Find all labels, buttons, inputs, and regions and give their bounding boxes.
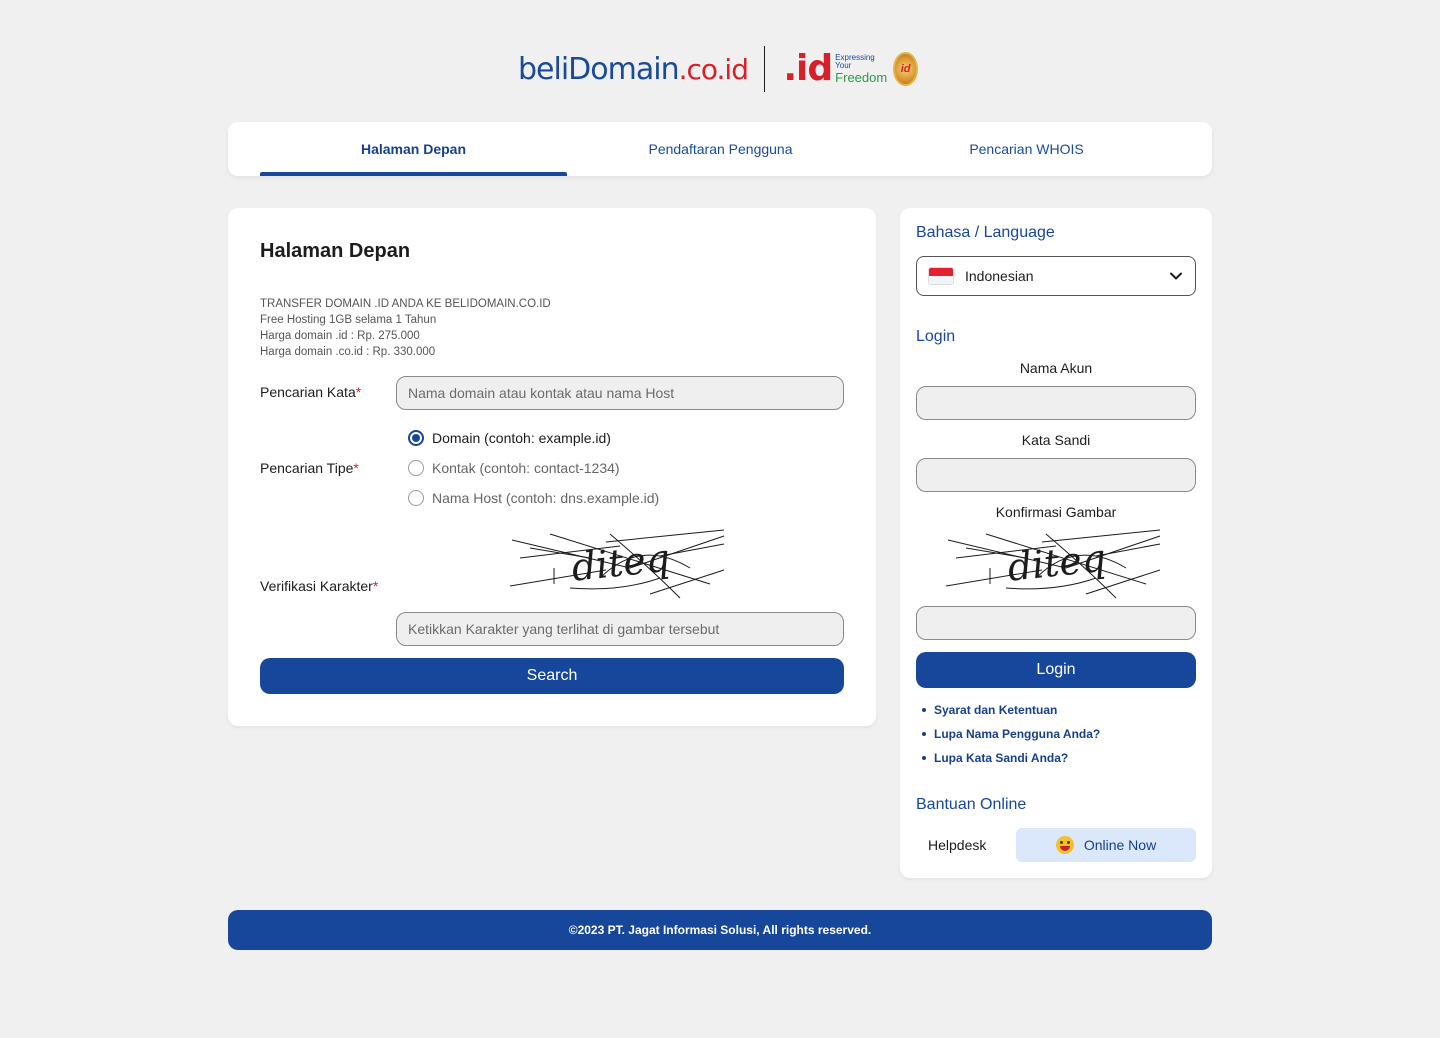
link-forgot-password[interactable] [922, 746, 1100, 770]
search-type-label [260, 460, 359, 476]
search-type-label-text: Pencarian Tipe [260, 460, 354, 476]
verify-label-text: Verifikasi Karakter [260, 578, 373, 594]
required-mark: * [353, 460, 359, 476]
captcha-label: Konfirmasi Gambar [995, 504, 1117, 520]
login-captcha-text: diteq [1005, 535, 1109, 590]
link-terms[interactable] [922, 698, 1100, 722]
footer [228, 910, 1212, 950]
bullet-icon [922, 756, 926, 760]
online-now-button[interactable] [1016, 828, 1196, 862]
smiley-icon [1056, 836, 1074, 854]
required-mark: * [372, 578, 379, 594]
radio-type-contact[interactable] [408, 460, 620, 476]
promo-line: Free Hosting 1GB selama 1 Tahun [260, 314, 437, 326]
search-button[interactable]: Search [260, 658, 844, 694]
link-forgot-username-text[interactable]: Lupa Nama Pengguna Anda? [934, 727, 1101, 741]
main-nav [228, 122, 1212, 176]
bullet-icon [922, 708, 926, 712]
link-forgot-username[interactable] [922, 722, 1100, 746]
tab-pendaftaran-pengguna[interactable]: Pendaftaran Pengguna [648, 141, 793, 157]
helpdesk-label: Helpdesk [928, 837, 987, 853]
captcha-input[interactable] [396, 612, 844, 646]
promo-line: Harga domain .co.id : Rp. 330.000 [260, 346, 436, 358]
radio-domain-label: Domain (contoh: example.id) [432, 430, 611, 446]
copyright-text: ©2023 PT. Jagat Informasi Solusi, All rights reserved. [568, 923, 872, 937]
search-keyword-input[interactable] [396, 376, 844, 410]
logo-name-part: beliDomain [518, 51, 679, 87]
badge-text: id [900, 63, 911, 75]
help-links [922, 698, 1100, 770]
search-card [228, 208, 876, 726]
tagline-line1: Expressing Your [835, 52, 875, 71]
radio-type-host[interactable] [408, 490, 659, 506]
sidebar-card [900, 208, 1212, 878]
search-keyword-label [260, 384, 361, 400]
required-mark: * [355, 384, 362, 400]
language-select[interactable] [916, 256, 1196, 296]
radio-unchecked-icon[interactable] [408, 460, 424, 476]
password-input[interactable] [916, 458, 1196, 492]
logo-tagline [835, 54, 887, 84]
promo-line: Harga domain .id : Rp. 275.000 [260, 330, 420, 342]
captcha-image [510, 528, 726, 600]
link-forgot-password-text[interactable]: Lupa Kata Sandi Anda? [934, 751, 1069, 765]
online-now-label: Online Now [1083, 837, 1157, 853]
language-heading: Bahasa / Language [916, 224, 1055, 241]
site-logo[interactable] [518, 44, 918, 94]
tab-halaman-depan[interactable]: Halaman Depan [260, 122, 567, 176]
radio-checked-icon[interactable] [408, 430, 424, 446]
verify-label [260, 578, 378, 594]
radio-type-domain[interactable] [408, 430, 611, 446]
login-captcha-image [946, 528, 1162, 600]
indonesia-flag-icon [929, 268, 953, 284]
password-label: Kata Sandi [1021, 432, 1091, 448]
radio-contact-label: Kontak (contoh: contact-1234) [432, 460, 620, 476]
tagline-line2: Freedom [835, 69, 888, 85]
chevron-down-icon [1169, 269, 1183, 283]
logo-divider [764, 46, 765, 92]
username-label: Nama Akun [1019, 360, 1093, 376]
promo-info [260, 296, 551, 360]
login-heading: Login [916, 328, 956, 345]
id-badge-icon [893, 52, 918, 86]
tab-pencarian-whois[interactable]: Pencarian WHOIS [969, 141, 1084, 157]
captcha-text: diteq [569, 535, 673, 590]
link-terms-text[interactable]: Syarat dan Ketentuan [934, 703, 1058, 717]
search-keyword-label-text: Pencarian Kata [260, 384, 356, 400]
bullet-icon [922, 732, 926, 736]
helpdesk-row [916, 828, 1196, 862]
login-button[interactable]: Login [916, 652, 1196, 688]
belidomain-logo [518, 52, 748, 87]
online-help-heading: Bantuan Online [916, 796, 1027, 813]
page-title: Halaman Depan [260, 240, 411, 262]
promo-line: TRANSFER DOMAIN .ID ANDA KE BELIDOMAIN.CO.ID [260, 298, 551, 310]
login-captcha-input[interactable] [916, 606, 1196, 640]
id-logo: .id [783, 48, 833, 89]
username-input[interactable] [916, 386, 1196, 420]
radio-host-label: Nama Host (contoh: dns.example.id) [432, 490, 660, 506]
logo-suffix-part: .co.id [678, 52, 748, 86]
language-value: Indonesian [965, 268, 1034, 284]
radio-unchecked-icon[interactable] [408, 490, 424, 506]
